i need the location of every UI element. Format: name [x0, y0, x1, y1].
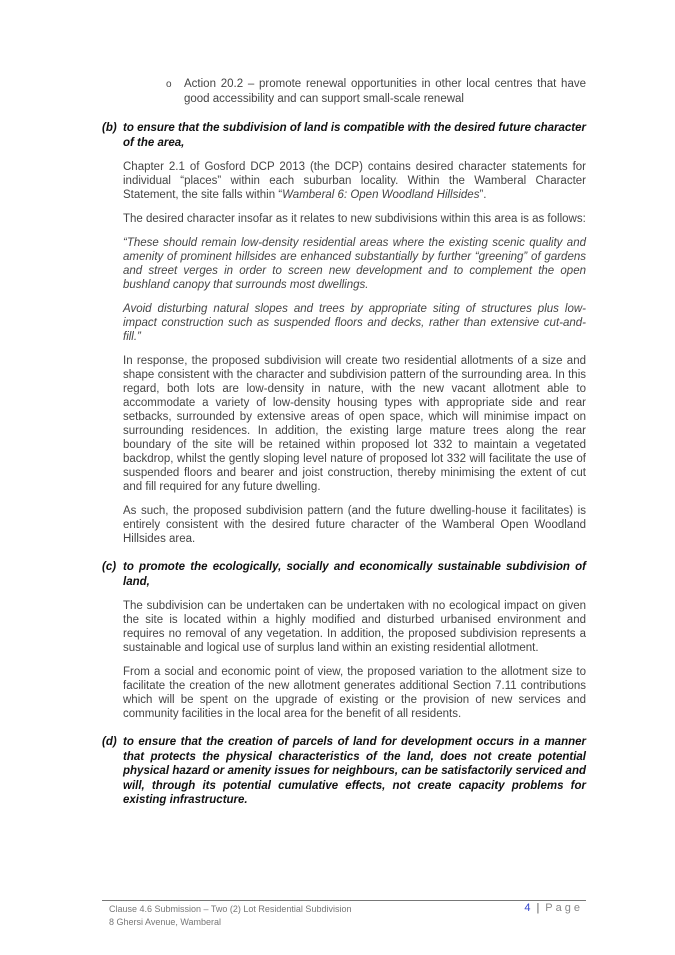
section-d-heading-text: to ensure that the creation of parcels of land for development occurs in a manner that protects the physical characteristics of the land, does not create potential physical hazard or amenity issues for neighbours, can be satisfactorily serviced and will, through its potential cumulative effects, not create capacity problems for existing infrastructure. [123, 736, 586, 806]
section-c-heading [102, 560, 586, 589]
section-c-heading-text: to promote the ecologically, socially and economically sustainable subdivision of land, [123, 561, 586, 588]
place-name: Wamberal 6: Open Woodland Hillsides [282, 189, 480, 201]
text: ”. [479, 189, 487, 201]
section-d-label: (d) [102, 736, 117, 748]
page-indicator [524, 902, 583, 914]
footer-divider [102, 900, 586, 901]
section-c-label: (c) [102, 561, 117, 573]
section-b-heading [102, 121, 586, 150]
section-b-heading-text: to ensure that the subdivision of land is compatible with the desired future character of the area, [123, 122, 586, 149]
section-b-paragraph-3: In response, the proposed subdivision will create two residential allotments of a size and shape consistent with the character and subdivision pattern of the surrounding area. In this regard, both lots are low-density in nature, with the new vacant allotment able to accommodate a variety of low-density housing types with appropriate side and rear setbacks, surrounded by extensive areas of open space, which will minimise impact on surrounding residences. In addition, the existing large mature trees along the rear boundary of the site will be retained within proposed lot 332 to maintain a vegetated backdrop, whilst the gently sloping level nature of proposed lot 332 will facilitate the use of suspended floors and bearer and joist construction, thereby minimising the extent of cut and fill required for any future dwelling. [123, 355, 586, 493]
section-c-paragraph-1: The subdivision can be undertaken can be undertaken with no ecological impact on given the site is located within a highly modified and disturbed urbanised environment and requires no removal of any vegetation. In addition, the proposed subdivision represents a sustainable and logical use of surplus land within an existing residential allotment. [123, 600, 586, 654]
section-d-heading [102, 735, 586, 808]
section-c-paragraph-2: From a social and economic point of view, the proposed variation to the allotment size to facilitate the creation of the new allotment generates additional Section 7.11 contributions which will be spent on the upgrade of existing or the provision of new services and community facilities in the local area for the benefit of all residents. [123, 666, 586, 720]
section-b-quote-1: “These should remain low-density residential areas where the existing scenic quality and amenity of prominent hillsides are enhanced substantially by further “greening” of gardens and street verges in order to screen new development and to complement the open bushland canopy that surrounds most dwellings. [123, 237, 586, 291]
text: Chapter 2.1 of Gosford DCP 2013 (the DCP) contains desired character statements for individual “places” within each suburban locality. Within the Wamberal Character Statement, the site falls within “ [123, 161, 586, 201]
section-b-paragraph-4: As such, the proposed subdivision pattern (and the future dwelling-house it facilitates) is entirely consistent with the desired future character of the Wamberal Open Woodland Hillsides area. [123, 505, 586, 545]
page-separator: | [536, 902, 540, 914]
footer-document-title: Clause 4.6 Submission – Two (2) Lot Residential Subdivision [109, 904, 352, 914]
section-b-label: (b) [102, 122, 117, 134]
page-body [102, 77, 586, 818]
section-b-paragraph-2: The desired character insofar as it relates to new subdivisions within this area is as follows: [123, 213, 586, 225]
bullet-action-20-2 [166, 77, 586, 107]
bullet-marker: o [166, 79, 172, 90]
page-number: 4 [524, 902, 531, 914]
page-label: Page [545, 902, 583, 914]
bullet-text: Action 20.2 – promote renewal opportunities in other local centres that have good accessibility and can support small-scale renewal [184, 78, 586, 105]
footer-text [109, 903, 351, 929]
footer-address: 8 Ghersi Avenue, Wamberal [109, 917, 222, 927]
section-b-paragraph-1 [123, 160, 586, 202]
section-b-quote-2: Avoid disturbing natural slopes and trees by appropriate siting of structures plus low-impact construction such as suspended floors and decks, rather than extensive cut-and-fill.” [123, 303, 586, 343]
